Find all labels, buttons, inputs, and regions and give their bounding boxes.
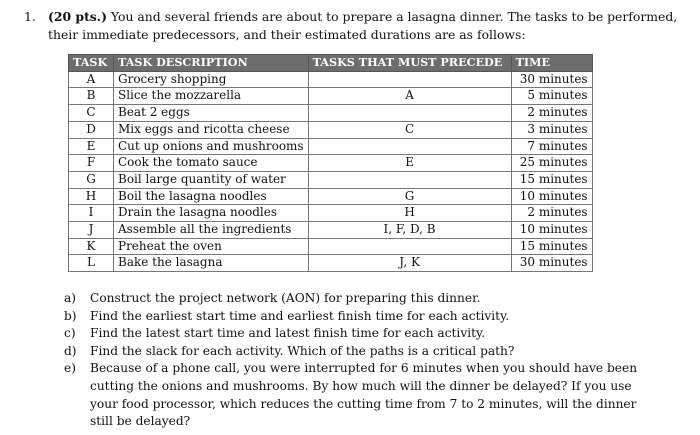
table-row xyxy=(69,255,593,272)
question-letter: e) xyxy=(64,361,76,376)
description-cell: Bake the lasagna xyxy=(114,255,309,272)
description-cell: Slice the mozzarella xyxy=(114,88,309,105)
task-cell: L xyxy=(69,255,114,272)
time-cell: 10 minutes xyxy=(511,222,592,239)
question-item xyxy=(64,343,644,361)
predecessors-cell: G xyxy=(308,188,511,205)
description-cell: Beat 2 eggs xyxy=(114,105,309,122)
predecessors-cell: I, F, D, B xyxy=(308,222,511,239)
time-cell: 2 minutes xyxy=(511,105,592,122)
table-row xyxy=(69,222,593,239)
question-letter: b) xyxy=(64,308,77,323)
question-item xyxy=(64,325,644,343)
task-cell: B xyxy=(69,88,114,105)
task-cell: C xyxy=(69,105,114,122)
predecessors-cell: H xyxy=(308,205,511,222)
time-cell: 15 minutes xyxy=(511,238,592,255)
time-cell: 3 minutes xyxy=(511,121,592,138)
table-row xyxy=(69,171,593,188)
description-cell: Grocery shopping xyxy=(114,71,309,88)
question-letter: c) xyxy=(64,326,76,341)
table-row xyxy=(69,121,593,138)
table-row xyxy=(69,238,593,255)
description-cell: Assemble all the ingredients xyxy=(114,222,309,239)
table-row xyxy=(69,188,593,205)
header-task: TASK xyxy=(69,55,114,72)
predecessors-cell xyxy=(308,105,511,122)
predecessors-cell: A xyxy=(308,88,511,105)
task-cell: K xyxy=(69,238,114,255)
header-description: TASK DESCRIPTION xyxy=(114,55,309,72)
table-row xyxy=(69,71,593,88)
time-cell: 30 minutes xyxy=(511,71,592,88)
predecessors-cell xyxy=(308,138,511,155)
description-cell: Preheat the oven xyxy=(114,238,309,255)
task-cell: H xyxy=(69,188,114,205)
task-cell: I xyxy=(69,205,114,222)
predecessors-cell: C xyxy=(308,121,511,138)
question-text: Find the earliest start time and earliest finish time for each activity. xyxy=(90,308,510,323)
predecessors-cell: E xyxy=(308,155,511,172)
question-text: Because of a phone call, you were interrupted for 6 minutes when you should have been cutting the onions and mushrooms. By how much will the dinner be delayed? If you use your food processor, which reduces the cutting time from 7 to 2 minutes, will the dinner still be delayed? xyxy=(90,361,638,429)
time-cell: 25 minutes xyxy=(511,155,592,172)
time-cell: 15 minutes xyxy=(511,171,592,188)
question-list xyxy=(64,290,644,431)
predecessors-cell xyxy=(308,71,511,88)
time-cell: 7 minutes xyxy=(511,138,592,155)
time-cell: 5 minutes xyxy=(511,88,592,105)
task-cell: A xyxy=(69,71,114,88)
table-row xyxy=(69,155,593,172)
description-cell: Drain the lasagna noodles xyxy=(114,205,309,222)
time-cell: 2 minutes xyxy=(511,205,592,222)
problem-statement xyxy=(24,8,684,44)
task-cell: J xyxy=(69,222,114,239)
question-text: Construct the project network (AON) for preparing this dinner. xyxy=(90,291,481,305)
time-cell: 10 minutes xyxy=(511,188,592,205)
problem-number: 1. xyxy=(24,9,36,24)
table-body xyxy=(69,71,593,271)
description-cell: Boil large quantity of water xyxy=(114,171,309,188)
problem-intro: You and several friends are about to prepare a lasagna dinner. The tasks to be performed, their immediate predecessors, and their estimated durations are as follows: xyxy=(48,9,678,42)
problem-text xyxy=(48,8,684,44)
question-text: Find the latest start time and latest finish time for each activity. xyxy=(90,326,486,341)
description-cell: Boil the lasagna noodles xyxy=(114,188,309,205)
task-cell: D xyxy=(69,121,114,138)
time-cell: 30 minutes xyxy=(511,255,592,272)
table-row xyxy=(69,105,593,122)
question-item xyxy=(64,360,644,430)
table-row xyxy=(69,138,593,155)
description-cell: Mix eggs and ricotta cheese xyxy=(114,121,309,138)
table-row xyxy=(69,205,593,222)
question-letter: d) xyxy=(64,343,77,358)
predecessors-cell xyxy=(308,171,511,188)
table-row xyxy=(69,88,593,105)
question-letter: a) xyxy=(64,291,77,305)
header-time: TIME xyxy=(511,55,592,72)
question-item xyxy=(64,290,644,308)
task-cell: G xyxy=(69,171,114,188)
table-header-row xyxy=(69,55,593,72)
header-predecessors: TASKS THAT MUST PRECEDE xyxy=(308,55,511,72)
predecessors-cell xyxy=(308,238,511,255)
tasks-table xyxy=(68,54,593,272)
question-item xyxy=(64,308,644,326)
task-cell: E xyxy=(69,138,114,155)
question-text: Find the slack for each activity. Which of the paths is a critical path? xyxy=(90,343,515,358)
description-cell: Cook the tomato sauce xyxy=(114,155,309,172)
problem-points: (20 pts.) xyxy=(48,9,107,24)
description-cell: Cut up onions and mushrooms xyxy=(114,138,309,155)
task-cell: F xyxy=(69,155,114,172)
predecessors-cell: J, K xyxy=(308,255,511,272)
